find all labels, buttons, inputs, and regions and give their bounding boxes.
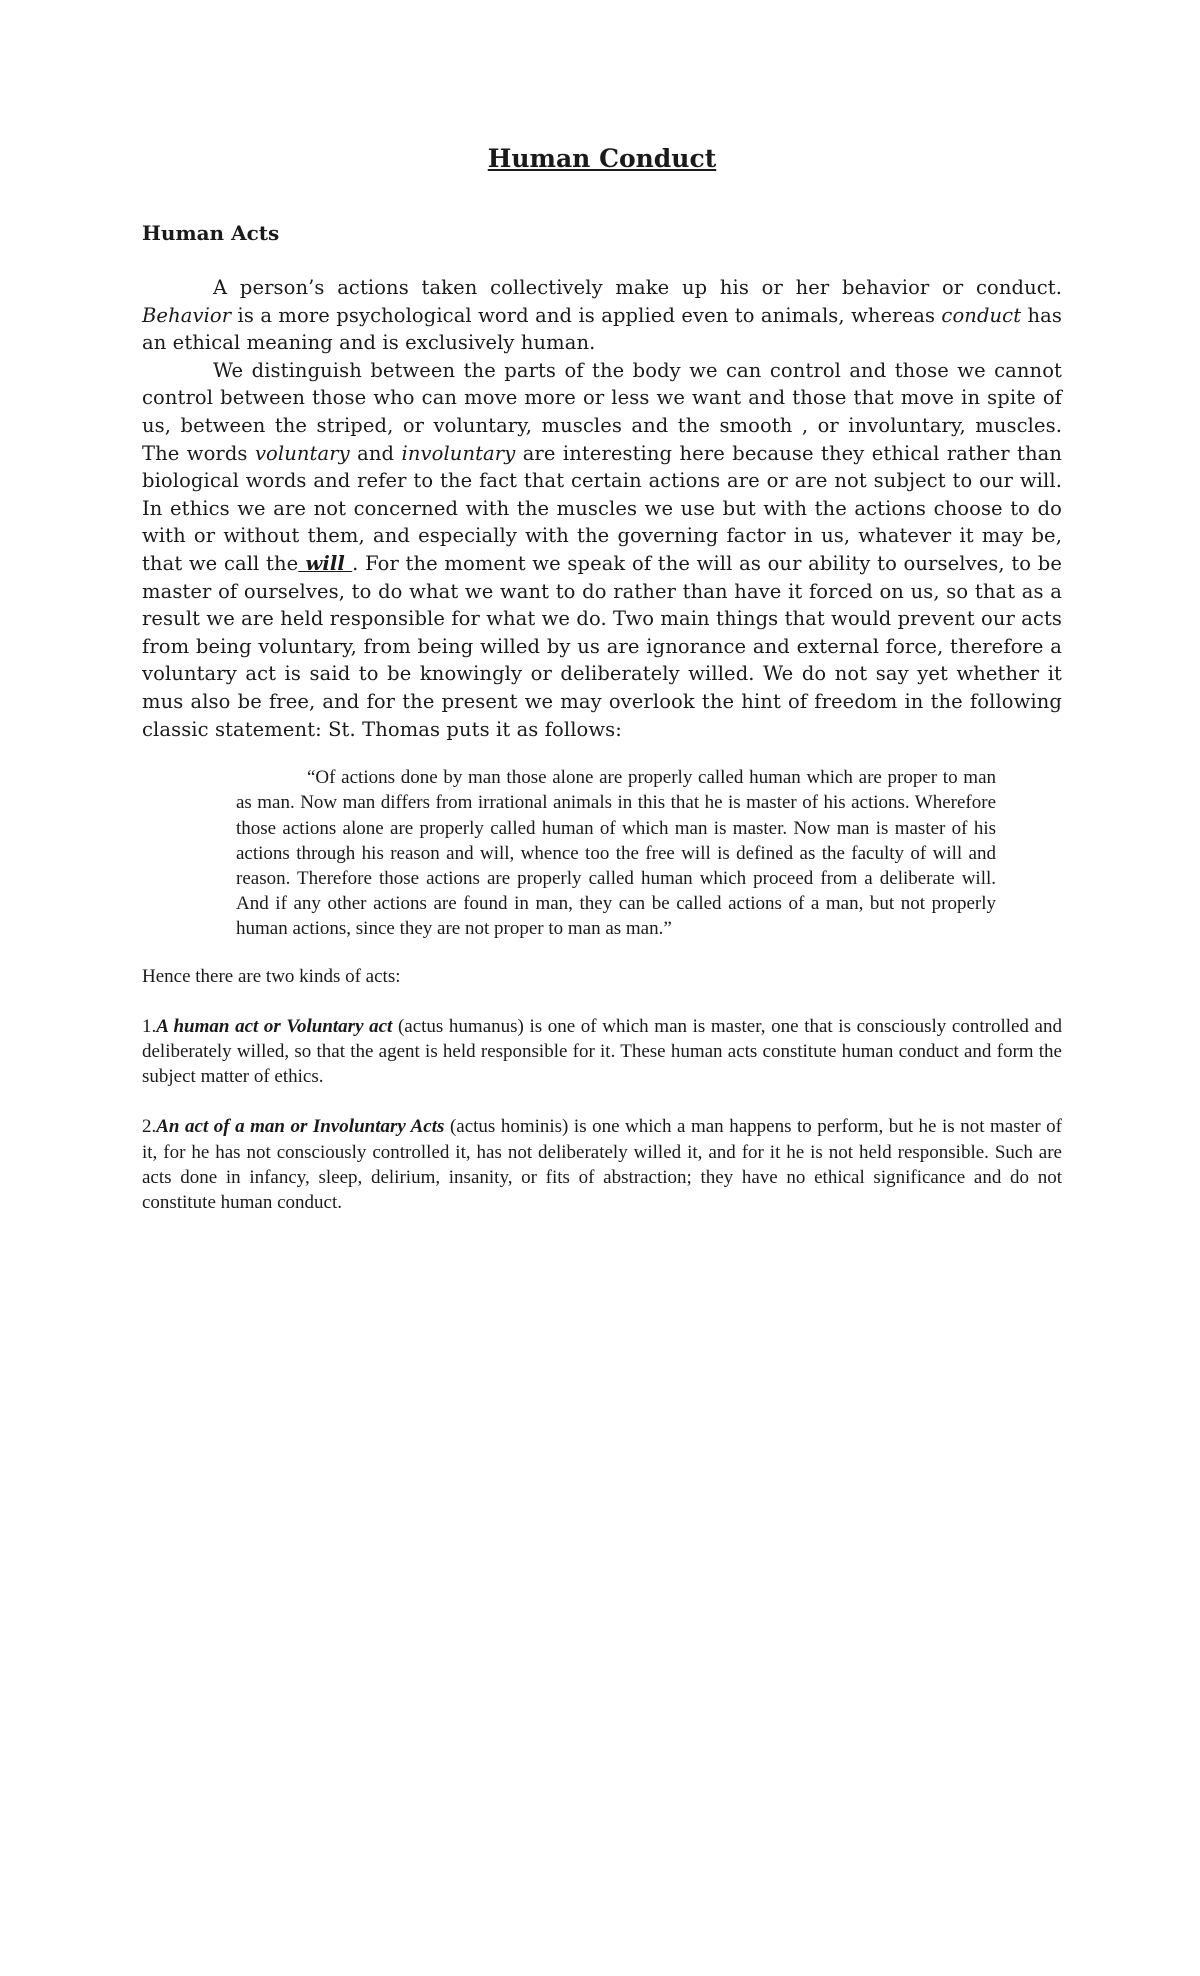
will-term: will — [298, 551, 353, 575]
p2-part-3: are interesting here because they ethical rather than biological words and refer to the fact that certain actions are or are not subject to our will. In ethics we are not concerned with the muscles we use but with the actions choose to do with or without them, and especially with the governing factor in us, whatever it may be, that we call the — [142, 441, 1062, 575]
human-act-definition: (actus humanus) is one of which man is master, one that is consciously controlled and deliberately willed, so that the agent is held responsible for it. These human acts constitute human conduct and form the subject matter of ethics. — [142, 1015, 1062, 1088]
p1-sentence-3: has an ethical meaning and is exclusively human. — [142, 303, 1062, 355]
p1-sentence-1: A person’s actions taken collectively make up his or her behavior or conduct. — [213, 276, 1062, 299]
behavior-term: Behavior — [142, 303, 232, 327]
voluntary-term: voluntary — [254, 441, 350, 465]
p2-part-4: . For the moment we speak of the will as our ability to ourselves, to be master of ourselves, to do what we want to do rather than have it forced on us, so that as a result we are held responsible for what we do. Two main things that would prevent our acts from being voluntary, from being willed by us are ignorance and external force, therefore a voluntary act is said to be knowingly or deliberately willed. We do not say yet whether it mus also be free, and for the present we may overlook the hint of freedom in the following classic statement: St. Thomas puts it as follows: — [142, 551, 1062, 741]
list-item-human-act — [142, 1014, 1062, 1090]
involuntary-term: involuntary — [401, 441, 516, 465]
document-page — [142, 138, 1062, 1215]
p1-sentence-2: is a more psychological word and is applied even to animals, whereas — [231, 303, 942, 327]
list-item-number: 2. — [142, 1116, 157, 1138]
paragraph-voluntary-involuntary — [142, 357, 1062, 743]
st-thomas-quote: “Of actions done by man those alone are properly called human which are proper to man as man. Now man differs from irrational animals in this that he is master of his actions. Wherefore those actions alone are properly called human of which man is master. Now man is master of his actions through his reason and will, whence too the free will is defined as the faculty of will and reason. Therefore those actions are properly called human which proceed from a deliberate will. And if any other actions are found in man, they can be called actions of a man, but not properly human actions, since they are not proper to man as man.” — [236, 767, 996, 940]
document-title: Human Conduct — [487, 144, 717, 173]
act-of-man-term: An act of a man or Involuntary Acts — [156, 1116, 445, 1138]
p2-part-1: We distinguish between the parts of the body we can control and those we cannot control between those who can move more or less we want and those that move in spite of us, between the striped, or voluntary, muscles and the smooth , or involuntary, muscles. The words — [142, 358, 1062, 465]
paragraph-behavior-conduct — [142, 274, 1062, 357]
act-of-man-definition: (actus hominis) is one which a man happens to perform, but he is not master of it, for he has not consciously controlled it, has not deliberately willed it, and for it he is not held responsible. Such are acts done in infancy, sleep, delirium, insanity, or fits of abstraction; they have no ethical significance and do not constitute human conduct. — [142, 1116, 1062, 1213]
list-item-number: 1. — [142, 1015, 157, 1037]
conduct-term: conduct — [941, 303, 1022, 327]
list-item-act-of-man — [142, 1114, 1062, 1215]
section-heading: Human Acts — [142, 221, 280, 245]
kinds-of-acts-intro: Hence there are two kinds of acts: — [142, 965, 401, 987]
p2-part-2: and — [349, 441, 402, 465]
human-act-term: A human act or Voluntary act — [156, 1015, 393, 1037]
